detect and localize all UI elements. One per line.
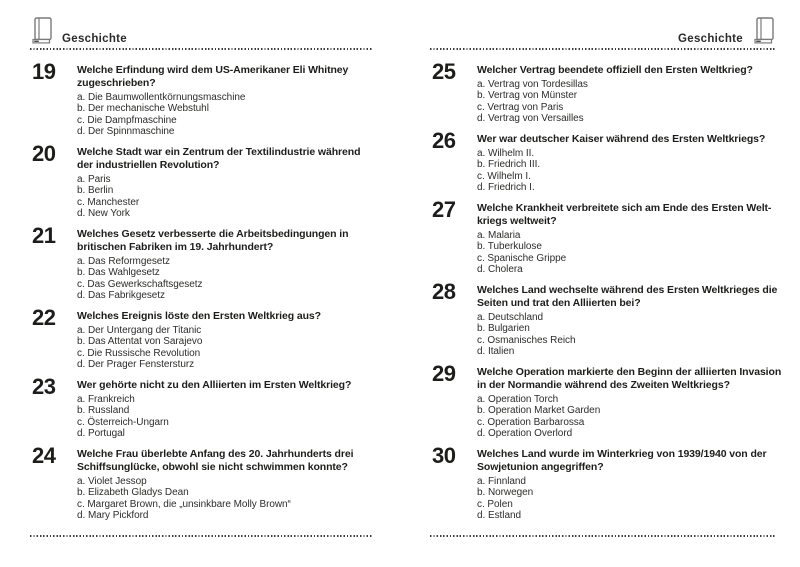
question-body: [477, 448, 775, 522]
answer-option: a. Paris: [77, 173, 111, 185]
answer-option: c. Die Dampfmaschine: [77, 114, 177, 126]
right-page: [430, 12, 782, 567]
left-page: [30, 12, 372, 567]
answer-options: [477, 394, 775, 440]
footer-divider: [30, 535, 372, 537]
question-item: [32, 304, 372, 371]
answer-option: d. Friedrich I.: [477, 182, 535, 194]
question-text: Welches Land wurde im Winterkrieg von 1939/1940 von der Sowjetunion angegriffen?: [477, 447, 767, 473]
answer-option: a. Die Baumwollentkörnungsmaschine: [77, 91, 246, 103]
answer-option: a. Vertrag von Tordesillas: [477, 78, 588, 90]
question-body: [477, 202, 775, 276]
question-list: [30, 50, 372, 522]
question-text: Welcher Vertrag beendete offiziell den Ersten Weltkrieg?: [477, 63, 753, 76]
question-body: [477, 133, 775, 194]
answer-option: c. Das Gewerkschaftsgesetz: [77, 278, 203, 290]
answer-option: c. Spanische Grippe: [477, 252, 567, 264]
question-number: 19: [32, 58, 56, 84]
answer-option: b. Tuberkulose: [477, 241, 542, 253]
answer-option: a. Wilhelm II.: [477, 147, 535, 159]
answer-option: b. Norwegen: [477, 487, 534, 499]
question-item: [32, 442, 372, 522]
question-text: Welches Gesetz verbesserte die Arbeitsbedingungen in britischen Fabriken im 19. Jahrhundert?: [77, 227, 349, 253]
answer-option: c. Margaret Brown, die „unsinkbare Molly Brown“: [77, 498, 291, 510]
answer-option: c. Vertrag von Paris: [477, 101, 564, 113]
answer-option: a. Deutschland: [477, 311, 544, 323]
question-text: Welches Land wechselte während des Ersten Weltkrieges die Seiten und trat den Alliierten bei?: [477, 283, 778, 309]
answer-option: d. Mary Pickford: [77, 510, 149, 522]
answer-option: d. Vertrag von Versailles: [477, 113, 584, 125]
answer-option: b. Bulgarien: [477, 323, 530, 335]
question-text: Welche Operation markierte den Beginn der alliierten Invasion in der Normandie während des Zweiten Weltkriegs?: [477, 365, 782, 391]
question-text: Welche Erfindung wird dem US-Amerikaner Eli Whitney zugeschrieben?: [77, 63, 349, 89]
answer-option: b. Berlin: [77, 185, 114, 197]
answer-options: [77, 92, 372, 138]
answer-option: c. Polen: [477, 498, 513, 510]
answer-option: b. Das Attentat von Sarajevo: [77, 336, 203, 348]
answer-option: c. Wilhelm I.: [477, 170, 531, 182]
question-list: [430, 50, 782, 522]
answer-option: c. Operation Barbarossa: [477, 416, 585, 428]
question-number: 30: [432, 442, 456, 468]
answer-option: d. Cholera: [477, 264, 523, 276]
answer-option: c. Österreich-Ungarn: [77, 416, 169, 428]
answer-option: b. Friedrich III.: [477, 159, 541, 171]
question-item: [432, 196, 775, 276]
question-number: 25: [432, 58, 456, 84]
question-body: [77, 448, 372, 522]
answer-option: d. Operation Overlord: [477, 428, 573, 440]
answer-options: [77, 174, 372, 220]
answer-option: a. Das Reformgesetz: [77, 255, 170, 267]
question-body: [77, 310, 372, 371]
question-number: 29: [432, 360, 456, 386]
question-item: [32, 140, 372, 220]
question-text: Wer war deutscher Kaiser während des Ersten Weltkriegs?: [477, 132, 766, 145]
footer-divider: [430, 535, 775, 537]
section-title: Geschichte: [62, 33, 127, 45]
answer-option: a. Der Untergang der Titanic: [77, 324, 202, 336]
question-number: 21: [32, 222, 56, 248]
question-body: [77, 228, 372, 302]
question-item: [432, 278, 778, 358]
answer-option: a. Finnland: [477, 475, 526, 487]
answer-option: d. Der Spinnmaschine: [77, 126, 175, 138]
answer-options: [477, 148, 775, 194]
answer-option: a. Violet Jessop: [77, 475, 147, 487]
question-item: [432, 360, 782, 440]
question-body: [477, 64, 775, 125]
question-number: 27: [432, 196, 456, 222]
page-header: [430, 12, 775, 48]
answer-option: c. Die Russische Revolution: [77, 347, 201, 359]
answer-option: b. Vertrag von Münster: [477, 90, 578, 102]
question-text: Wer gehörte nicht zu den Alliierten im Ersten Weltkrieg?: [77, 378, 352, 391]
question-text: Welche Frau überlebte Anfang des 20. Jahrhunderts drei Schiffsunglücke, obwohl sie nicht schwimmen konnte?: [77, 447, 354, 473]
question-number: 24: [32, 442, 56, 468]
question-text: Welche Stadt war ein Zentrum der Textilindustrie während der industriellen Revolution?: [77, 145, 361, 171]
answer-options: [77, 256, 372, 302]
page-header: [30, 12, 372, 48]
answer-option: d. Italien: [477, 346, 515, 358]
book-icon: [30, 17, 53, 45]
question-text: Welche Krankheit verbreitete sich am Ende des Ersten Welt- kriegs weltweit?: [477, 201, 772, 227]
answer-option: d. Portugal: [77, 428, 125, 440]
answer-option: b. Elizabeth Gladys Dean: [77, 487, 189, 499]
question-item: [32, 222, 372, 302]
question-number: 22: [32, 304, 56, 330]
question-body: [77, 146, 372, 220]
question-text: Welches Ereignis löste den Ersten Weltkrieg aus?: [77, 309, 321, 322]
answer-option: d. New York: [77, 208, 130, 220]
answer-options: [77, 325, 372, 371]
answer-options: [77, 394, 372, 440]
answer-option: a. Frankreich: [77, 393, 135, 405]
answer-options: [477, 79, 775, 125]
answer-options: [477, 230, 775, 276]
question-item: [432, 442, 775, 522]
question-body: [477, 283, 778, 358]
question-number: 28: [432, 278, 456, 304]
answer-option: b. Der mechanische Webstuhl: [77, 103, 209, 115]
question-item: [432, 58, 775, 125]
answer-option: d. Estland: [477, 510, 521, 522]
section-title: Geschichte: [678, 33, 743, 45]
answer-option: c. Manchester: [77, 196, 140, 208]
answer-options: [477, 312, 775, 358]
answer-option: a. Operation Torch: [477, 393, 559, 405]
answer-option: d. Das Fabrikgesetz: [77, 290, 165, 302]
answer-option: c. Osmanisches Reich: [477, 334, 576, 346]
answer-option: d. Der Prager Fenstersturz: [77, 359, 195, 371]
question-body: [477, 365, 782, 440]
question-item: [32, 373, 372, 440]
answer-options: [477, 476, 775, 522]
answer-options: [77, 476, 372, 522]
answer-option: b. Russland: [77, 405, 130, 417]
question-item: [32, 58, 372, 138]
answer-option: b. Das Wahlgesetz: [77, 267, 160, 279]
answer-option: a. Malaria: [477, 229, 521, 241]
question-item: [432, 127, 775, 194]
book-icon: [752, 17, 775, 45]
question-number: 23: [32, 373, 56, 399]
answer-option: b. Operation Market Garden: [477, 405, 601, 417]
question-body: [77, 64, 372, 138]
question-number: 26: [432, 127, 456, 153]
question-number: 20: [32, 140, 56, 166]
question-body: [77, 379, 372, 440]
